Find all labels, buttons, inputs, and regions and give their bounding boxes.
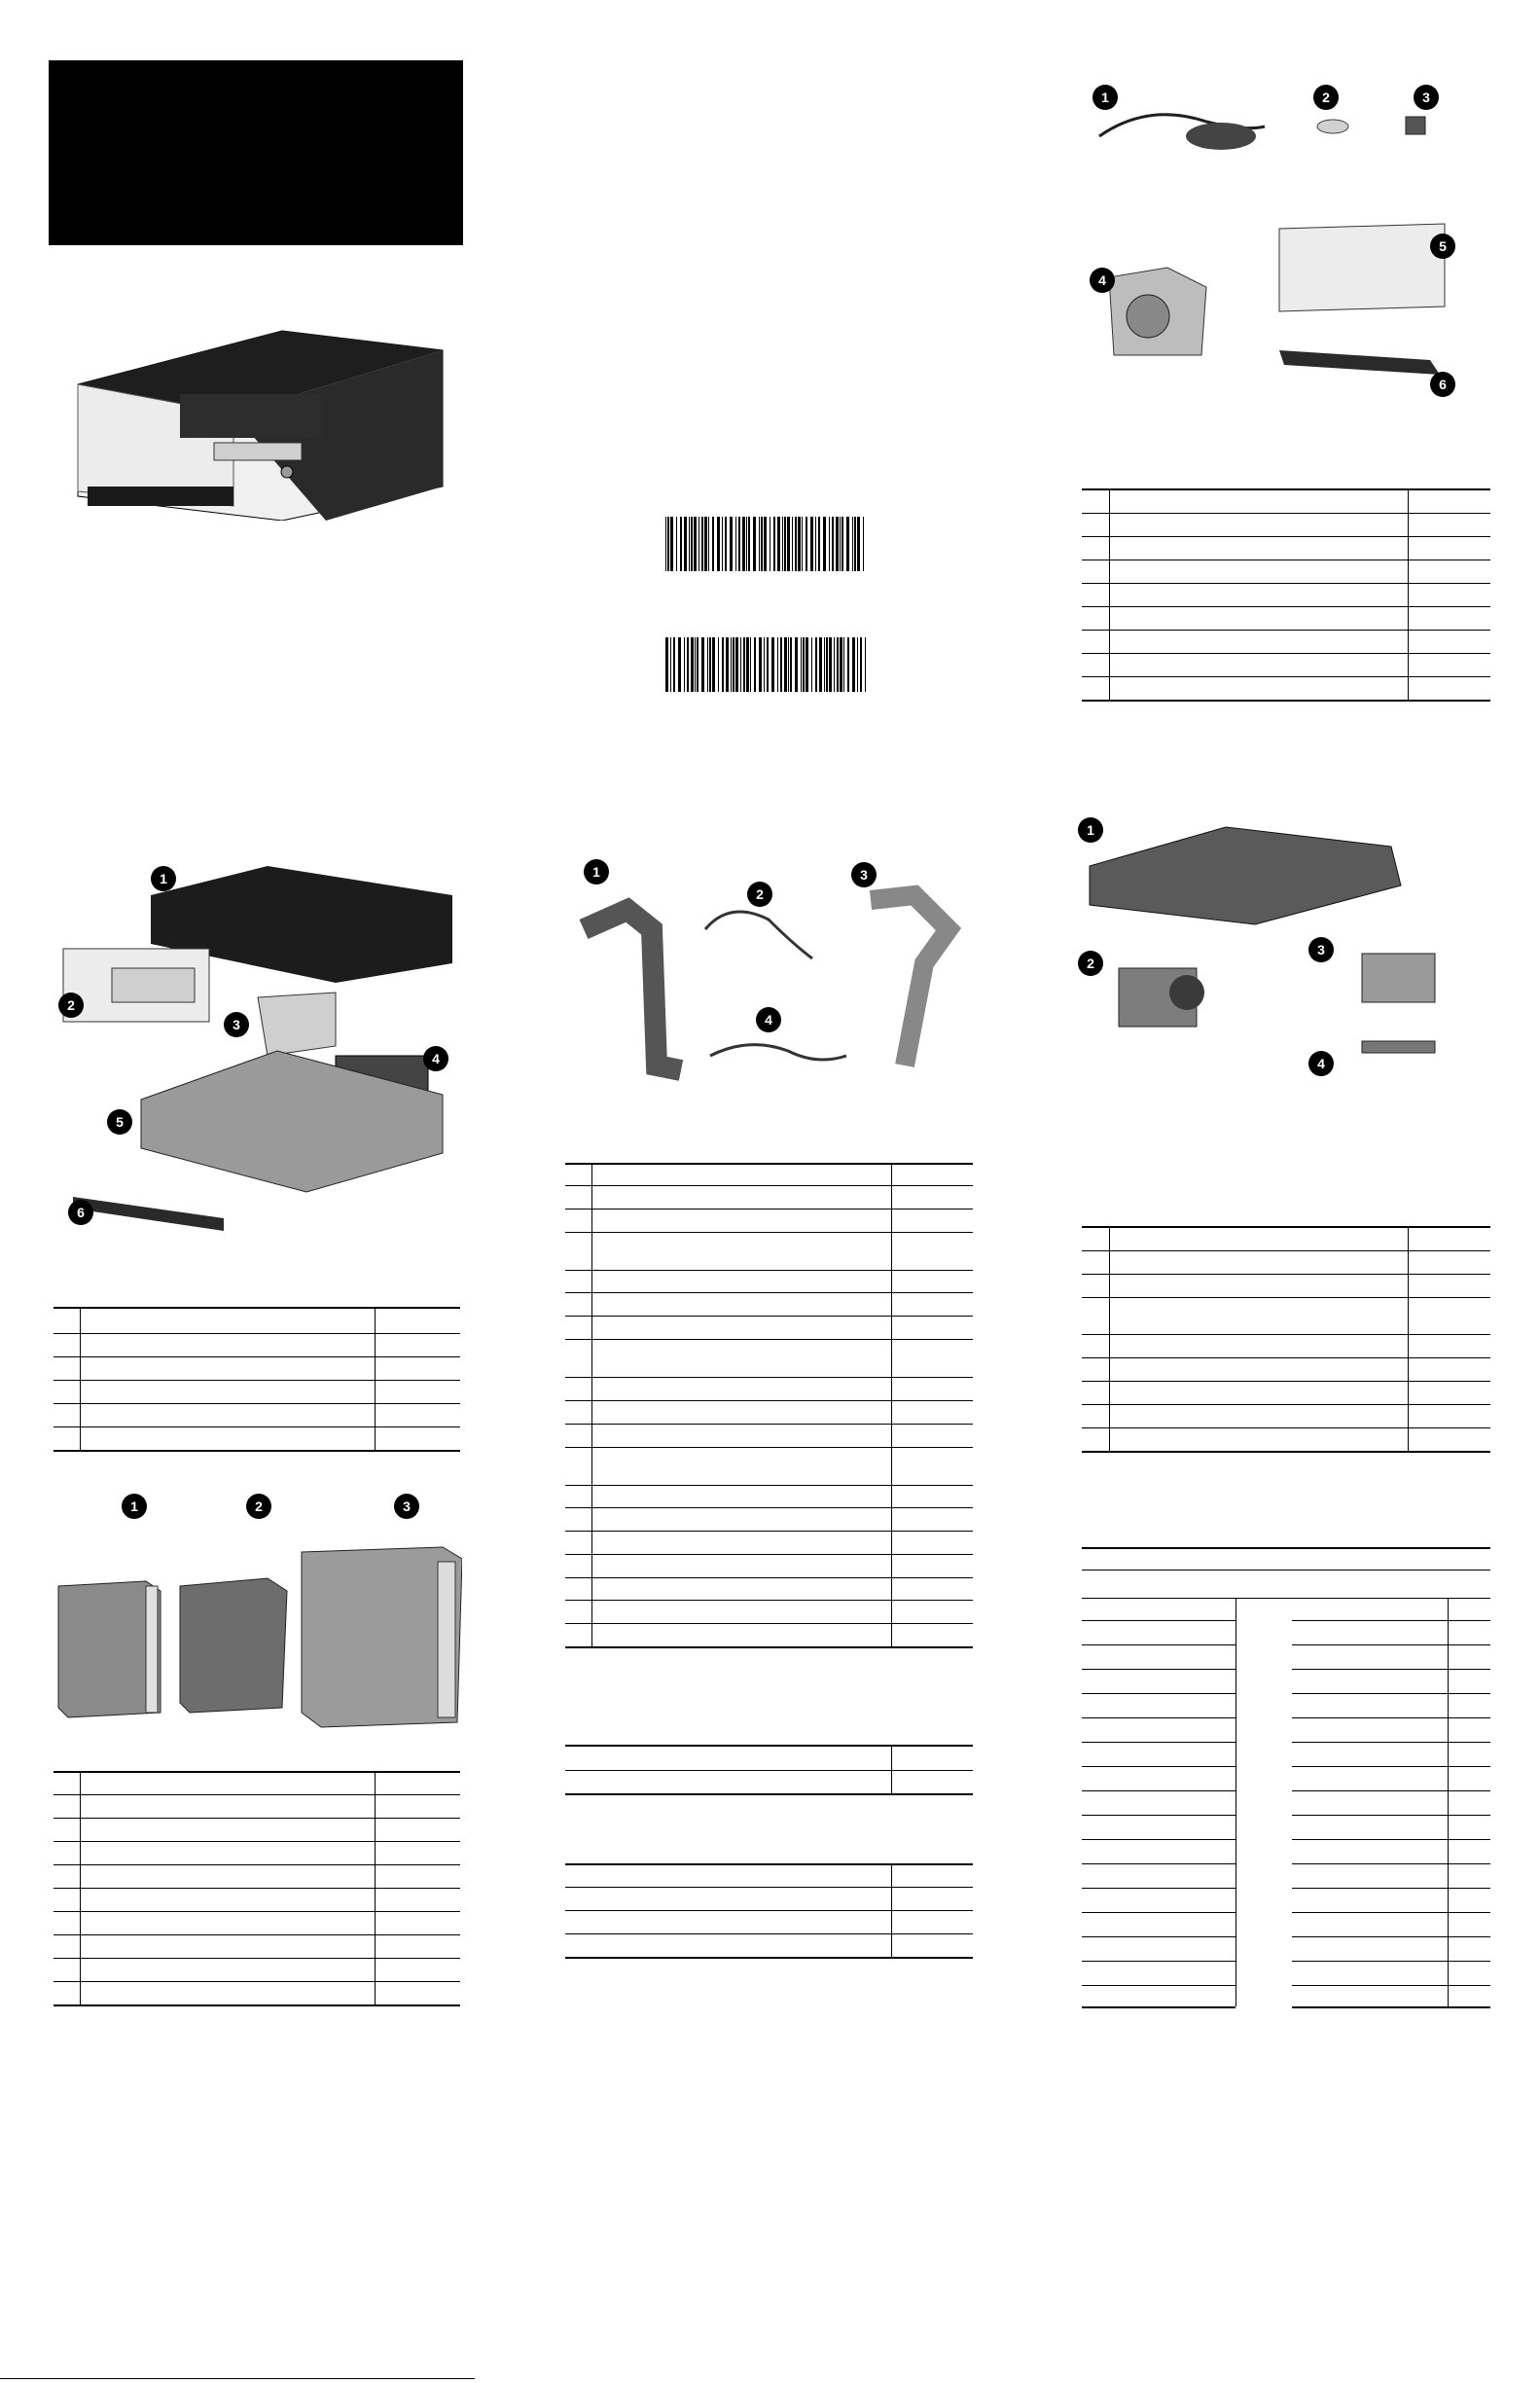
spec-table-left-rule xyxy=(1082,1961,1236,1962)
board-parts-table-rule xyxy=(1082,1334,1490,1335)
title-block xyxy=(49,60,463,245)
desktop-computer-icon xyxy=(68,326,448,521)
barcode-bar xyxy=(698,517,699,571)
board-parts-table-rule xyxy=(1082,1274,1490,1275)
callout-chassis-1: 1 xyxy=(151,866,176,891)
misc-kits-table-rule xyxy=(565,1863,973,1865)
barcode-bar xyxy=(847,637,849,692)
drives-parts-table-rule xyxy=(54,1911,460,1912)
drives-parts-table-rule xyxy=(54,1771,460,1773)
chassis-parts-table-rule xyxy=(54,1426,460,1427)
spec-table-right-rule xyxy=(1292,1888,1490,1889)
barcode-bar xyxy=(863,517,864,571)
barcode-bottom xyxy=(665,637,866,692)
callout-board-3: 3 xyxy=(1308,937,1334,962)
cables-parts-table-column-rule xyxy=(591,1163,592,1646)
barcode-bar xyxy=(802,517,803,571)
cables-parts-table-rule xyxy=(565,1377,973,1378)
chassis-parts-table-rule xyxy=(54,1450,460,1452)
spec-table-right-rule xyxy=(1292,1717,1490,1718)
spec-table-left-rule xyxy=(1082,1790,1236,1791)
callout-drives-1: 1 xyxy=(122,1494,147,1519)
barcode-bar xyxy=(712,637,715,692)
barcode-bar xyxy=(784,637,787,692)
cables-parts-table-rule xyxy=(565,1270,973,1271)
callout-cables-2: 2 xyxy=(747,882,772,907)
cables-parts-table-rule xyxy=(565,1531,973,1532)
callout-chassis-4: 4 xyxy=(423,1046,448,1071)
barcode-bar xyxy=(846,517,849,571)
barcode-bar xyxy=(852,637,855,692)
barcode-bar xyxy=(834,637,835,692)
cables-parts-table-rule xyxy=(565,1292,973,1293)
barcode-bar xyxy=(691,637,694,692)
cables-parts-table-rule xyxy=(565,1163,973,1165)
barcode-bar xyxy=(678,637,681,692)
spec-table-left-rule xyxy=(1082,1863,1236,1864)
spec-table-left-rule xyxy=(1082,1766,1236,1767)
barcode-bar xyxy=(709,637,711,692)
barcode-bar xyxy=(815,517,816,571)
drives-parts-table-rule xyxy=(54,1794,460,1795)
barcode-bar xyxy=(680,517,682,571)
barcode-bar xyxy=(746,637,749,692)
callout-chassis-6: 6 xyxy=(68,1200,93,1225)
cables-parts-table-rule xyxy=(565,1400,973,1401)
cables-parts-table-rule xyxy=(565,1185,973,1186)
drives-parts-table-rule xyxy=(54,2004,460,2006)
barcode-bar xyxy=(742,517,745,571)
callout-chassis-5: 5 xyxy=(107,1109,132,1135)
barcode-bar xyxy=(832,517,834,571)
callout-misc-3: 3 xyxy=(1414,85,1439,110)
barcode-bar xyxy=(777,637,778,692)
barcode-bar xyxy=(730,517,733,571)
barcode-bar xyxy=(725,517,727,571)
barcode-bar xyxy=(806,517,807,571)
barcode-bar xyxy=(803,637,805,692)
barcode-bar xyxy=(722,637,724,692)
callout-board-1: 1 xyxy=(1078,817,1103,843)
drives-parts-table-column-rule xyxy=(80,1771,81,2004)
barcode-bar xyxy=(738,517,740,571)
spec-table-left-rule xyxy=(1082,1742,1236,1743)
spec-table-right-rule xyxy=(1292,1669,1490,1670)
spec-table-rule xyxy=(1082,1598,1490,1599)
misc-parts-table-rule xyxy=(1082,606,1490,607)
misc-kits-table-column-rule xyxy=(891,1863,892,1957)
spec-table-left-rule xyxy=(1082,1936,1236,1937)
barcode-bar xyxy=(733,637,734,692)
barcode-bar xyxy=(788,637,789,692)
barcode-bar xyxy=(726,637,729,692)
barcode-bar xyxy=(815,637,817,692)
callout-misc-4: 4 xyxy=(1090,268,1115,293)
misc-kits-table-rule xyxy=(565,1933,973,1934)
misc-parts-table-rule xyxy=(1082,630,1490,631)
barcode-bar xyxy=(667,517,669,571)
barcode-bar xyxy=(759,637,762,692)
barcode-bar xyxy=(691,517,693,571)
barcode-bar xyxy=(753,517,756,571)
spec-table-right-rule xyxy=(1292,2006,1490,2008)
barcode-bar xyxy=(676,517,677,571)
board-parts-table-rule xyxy=(1082,1381,1490,1382)
barcode-bar xyxy=(670,637,671,692)
barcode-bar xyxy=(684,637,685,692)
barcode-bar xyxy=(818,517,820,571)
board-parts-table-rule xyxy=(1082,1427,1490,1428)
misc-parts-table-rule xyxy=(1082,513,1490,514)
spec-table-left-rule xyxy=(1082,1888,1236,1889)
barcode-bar xyxy=(707,637,708,692)
cables-parts-table-rule xyxy=(565,1447,973,1448)
barcode-bar xyxy=(782,517,783,571)
barcode-bar xyxy=(801,637,802,692)
board-parts-table-rule xyxy=(1082,1297,1490,1298)
barcode-bar xyxy=(840,517,841,571)
barcode-bar xyxy=(697,637,698,692)
board-parts-table-rule xyxy=(1082,1357,1490,1358)
barcode-bar xyxy=(865,637,866,692)
chassis-parts-table-column-rule xyxy=(80,1307,81,1450)
callout-board-2: 2 xyxy=(1078,951,1103,976)
barcode-bar xyxy=(759,517,760,571)
hard-drive-icon xyxy=(58,1581,161,1717)
coin-battery-icon xyxy=(1317,120,1348,133)
chassis-parts-table-rule xyxy=(54,1307,460,1309)
spec-table-right-rule xyxy=(1292,1693,1490,1694)
board-parts-table-column-rule xyxy=(1408,1226,1409,1451)
barcode-bar xyxy=(819,637,822,692)
spec-table-right-rule xyxy=(1292,1839,1490,1840)
barcode-bar xyxy=(673,637,675,692)
callout-chassis-2: 2 xyxy=(58,993,84,1018)
system-board-figure xyxy=(1080,808,1450,1090)
barcode-bar xyxy=(743,637,745,692)
callout-cables-1: 1 xyxy=(584,859,609,885)
barcode-bar xyxy=(860,637,862,692)
barcode-bar xyxy=(689,517,690,571)
barcode-bar xyxy=(777,517,780,571)
chassis-parts-table-rule xyxy=(54,1380,460,1381)
board-parts-table-rule xyxy=(1082,1226,1490,1228)
spec-table-right-rule xyxy=(1292,1936,1490,1937)
cables-parts-table-rule xyxy=(565,1424,973,1425)
spec-table-right-rule xyxy=(1292,1912,1490,1913)
keyboard-table-rule xyxy=(565,1793,973,1795)
barcode-bar xyxy=(857,517,860,571)
cables-parts-table-rule xyxy=(565,1623,973,1624)
cables-parts-table-rule xyxy=(565,1577,973,1578)
spec-table-left-rule xyxy=(1082,1717,1236,1718)
cables-parts-table-rule xyxy=(565,1600,973,1601)
barcode-bar xyxy=(795,517,797,571)
spec-table-right-rule xyxy=(1292,1961,1490,1962)
drives-parts-table-rule xyxy=(54,1841,460,1842)
barcode-bar xyxy=(684,517,687,571)
spec-table-rule xyxy=(1082,1570,1490,1571)
barcode-bar xyxy=(665,517,666,571)
barcode-bar xyxy=(748,517,750,571)
cables-parts-table-rule xyxy=(565,1209,973,1210)
spec-table-left-rule xyxy=(1082,1693,1236,1694)
chassis-parts-table-rule xyxy=(54,1356,460,1357)
barcode-bar xyxy=(750,637,751,692)
spec-table-left-rule xyxy=(1082,1669,1236,1670)
barcode-bar xyxy=(843,637,844,692)
misc-parts-table-rule xyxy=(1082,583,1490,584)
cables-parts-table-column-rule xyxy=(891,1163,892,1646)
cables-parts-table-rule xyxy=(565,1646,973,1648)
spec-table-right-rule xyxy=(1292,1790,1490,1791)
drives-parts-table-rule xyxy=(54,1864,460,1865)
cables-parts-table-rule xyxy=(565,1316,973,1317)
cd-rom-drive-icon xyxy=(302,1547,462,1727)
spec-table-right-rule xyxy=(1292,1644,1490,1645)
barcode-bar xyxy=(665,637,668,692)
barcode-top xyxy=(665,517,866,571)
barcode-bar xyxy=(704,517,707,571)
misc-parts-table-rule xyxy=(1082,488,1490,490)
board-parts-table-rule xyxy=(1082,1404,1490,1405)
barcode-bar xyxy=(787,517,790,571)
drives-parts-table-rule xyxy=(54,1981,460,1982)
keyboard-table-rule xyxy=(565,1745,973,1747)
callout-cables-3: 3 xyxy=(851,862,877,887)
misc-parts-table-rule xyxy=(1082,653,1490,654)
keyboard-table-column-rule xyxy=(891,1745,892,1793)
board-parts-table-rule xyxy=(1082,1451,1490,1453)
barcode-bar xyxy=(792,517,793,571)
spec-table-right-rule xyxy=(1292,1815,1490,1816)
callout-chassis-3: 3 xyxy=(224,1012,249,1037)
spec-table-rule xyxy=(1082,1547,1490,1549)
chassis-parts-table-rule xyxy=(54,1333,460,1334)
cables-parts-table-rule xyxy=(565,1232,973,1233)
spec-table-left-rule xyxy=(1082,1644,1236,1645)
callout-board-4: 4 xyxy=(1308,1051,1334,1076)
drives-parts-table-rule xyxy=(54,1818,460,1819)
spec-table-right-rule xyxy=(1292,1620,1490,1621)
drives-parts-table-rule xyxy=(54,1888,460,1889)
barcode-bar xyxy=(764,637,765,692)
keyboard-table-rule xyxy=(565,1770,973,1771)
spec-table-left-rule xyxy=(1082,1620,1236,1621)
barcode-bar xyxy=(811,637,812,692)
barcode-bar xyxy=(718,637,719,692)
misc-parts-table-column-rule xyxy=(1109,488,1110,700)
barcode-bar xyxy=(761,517,763,571)
drives-parts-table-column-rule xyxy=(375,1771,376,2004)
chassis-parts-table-rule xyxy=(54,1403,460,1404)
barcode-bar xyxy=(764,517,767,571)
misc-kits-table-rule xyxy=(565,1887,973,1888)
callout-cables-4: 4 xyxy=(756,1007,781,1032)
barcode-bar xyxy=(837,637,839,692)
barcode-bar xyxy=(687,637,689,692)
board-parts-table-rule xyxy=(1082,1250,1490,1251)
drives-parts-table-rule xyxy=(54,1958,460,1959)
callout-misc-6: 6 xyxy=(1430,372,1455,397)
barcode-bar xyxy=(731,637,732,692)
callout-misc-1: 1 xyxy=(1092,85,1118,110)
barcode-bar xyxy=(701,637,704,692)
barcode-bar xyxy=(701,517,703,571)
spec-table-right-rule xyxy=(1292,1742,1490,1743)
cables-figure xyxy=(574,871,973,1085)
spec-table-left-rule xyxy=(1082,1815,1236,1816)
barcode-bar xyxy=(795,637,798,692)
board-parts-table-column-rule xyxy=(1109,1226,1110,1451)
barcode-bar xyxy=(708,517,709,571)
barcode-bar xyxy=(735,637,738,692)
misc-kits-table-rule xyxy=(565,1910,973,1911)
barcode-bar xyxy=(722,517,723,571)
misc-parts-table-column-rule xyxy=(1408,488,1409,700)
misc-parts-figure xyxy=(1090,83,1450,394)
barcode-bar xyxy=(829,517,830,571)
misc-parts-table-rule xyxy=(1082,536,1490,537)
barcode-bar xyxy=(836,517,839,571)
cables-parts-table-rule xyxy=(565,1485,973,1486)
callout-drives-3: 3 xyxy=(394,1494,419,1519)
barcode-bar xyxy=(740,637,741,692)
spec-table-left-rule xyxy=(1082,1839,1236,1840)
barcode-bar xyxy=(854,517,856,571)
barcode-bar xyxy=(717,517,720,571)
spec-table-left-rule xyxy=(1082,1985,1236,1986)
barcode-bar xyxy=(823,517,826,571)
barcode-bar xyxy=(857,637,858,692)
barcode-bar xyxy=(670,517,673,571)
spec-table-left-rule xyxy=(1082,2006,1236,2008)
barcode-bar xyxy=(824,637,825,692)
mouse-icon xyxy=(1099,115,1265,150)
misc-parts-table-rule xyxy=(1082,676,1490,677)
barcode-bar xyxy=(798,517,801,571)
barcode-bar xyxy=(735,517,736,571)
spec-table-right-rule xyxy=(1292,1863,1490,1864)
spec-table-column-rule xyxy=(1448,1598,1449,2006)
cables-parts-table-rule xyxy=(565,1554,973,1555)
barcode-bar xyxy=(790,637,792,692)
barcode-bar xyxy=(784,517,786,571)
barcode-bar xyxy=(780,637,782,692)
barcode-bar xyxy=(754,637,756,692)
barcode-bar xyxy=(712,517,714,571)
barcode-bar xyxy=(695,637,696,692)
chassis-parts-table-column-rule xyxy=(375,1307,376,1450)
barcode-bar xyxy=(842,517,843,571)
barcode-bar xyxy=(767,637,769,692)
barcode-bar xyxy=(771,637,774,692)
drives-parts-table-rule xyxy=(54,1934,460,1935)
callout-drives-2: 2 xyxy=(246,1494,271,1519)
callout-misc-2: 2 xyxy=(1313,85,1339,110)
footer-rule xyxy=(0,2378,475,2379)
misc-kits-table-rule xyxy=(565,1957,973,1959)
barcode-bar xyxy=(694,517,697,571)
barcode-bar xyxy=(829,637,832,692)
floppy-drive-icon xyxy=(180,1578,287,1713)
barcode-bar xyxy=(840,637,842,692)
barcode-bar xyxy=(810,517,813,571)
spec-table-left-rule xyxy=(1082,1912,1236,1913)
barcode-bar xyxy=(826,637,828,692)
barcode-bar xyxy=(746,517,747,571)
barcode-bar xyxy=(852,517,853,571)
barcode-bar xyxy=(773,517,775,571)
drives-figure xyxy=(54,1518,462,1732)
misc-parts-table-rule xyxy=(1082,700,1490,702)
barcode-bar xyxy=(806,637,808,692)
cables-parts-table-rule xyxy=(565,1339,973,1340)
callout-misc-5: 5 xyxy=(1430,234,1455,259)
cables-parts-table-rule xyxy=(565,1507,973,1508)
spec-table-right-rule xyxy=(1292,1766,1490,1767)
chassis-exploded-figure xyxy=(54,856,462,1246)
spec-table-right-rule xyxy=(1292,1985,1490,1986)
